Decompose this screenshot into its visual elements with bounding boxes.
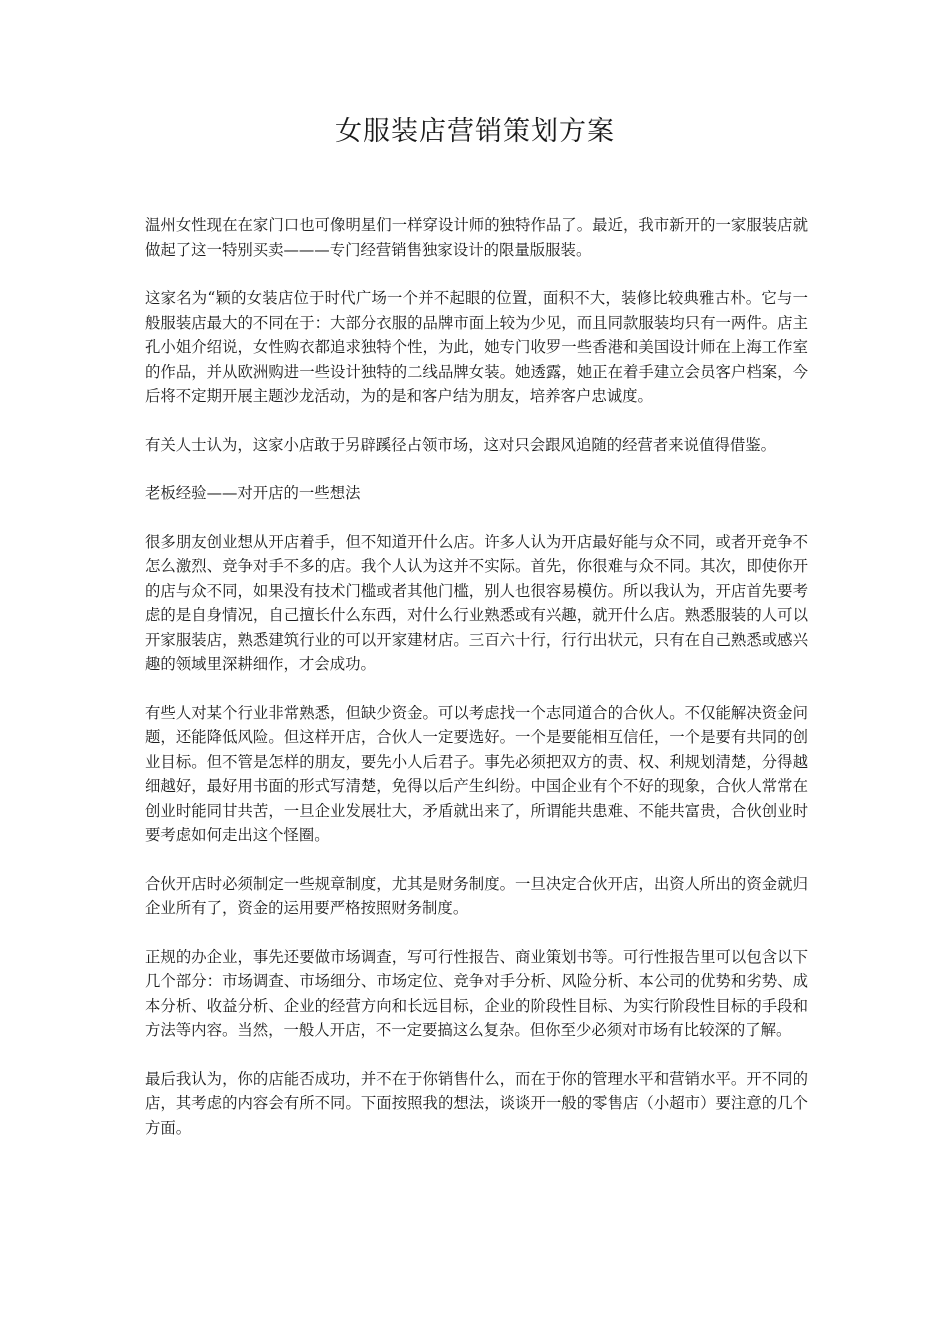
paragraph-store-description: 这家名为“颖的女装店位于时代广场一个并不起眼的位置，面积不大，装修比较典雅古朴。它与一般服装店最大的不同在于：大部分衣服的品牌市面上较为少见，而且同款服装均只有一两件。店主孔小姐介绍说，女性购衣都追求独特个性，为此，她专门收罗一些香港和美国设计师在上海工作室的作品，并从欧洲购进一些设计独特的二线品牌女装。她透露，她正在着手建立会员客户档案，今后将不定期开展主题沙龙活动，为的是和客户结为朋友，培养客户忠诚度。 — [145, 289, 808, 405]
paragraph-market-research: 正规的办企业，事先还要做市场调查，写可行性报告、商业策划书等。可行性报告里可以包含以下几个部分：市场调查、市场细分、市场定位、竞争对手分析、风险分析、本公司的优势和劣势、成本分析、收益分析、企业的经营方向和长远目标，企业的阶段性目标、为实行阶段性目标的手段和方法等内容。当然，一般人开店，不一定要搞这么复杂。但你至少必须对市场有比较深的了解。 — [145, 947, 808, 1039]
paragraph-partners: 有些人对某个行业非常熟悉，但缺少资金。可以考虑找一个志同道合的合伙人。不仅能解决资金问题，还能降低风险。但这样开店，合伙人一定要选好。一个是要能相互信任，一个是要有共同的创业目标。但不管是怎样的朋友，要先小人后君子。事先必须把双方的责、权、利规划清楚，分得越细越好，最好用书面的形式写清楚，免得以后产生纠纷。中国企业有个不好的现象，合伙人常常在创业时能同甘共苦，一旦企业发展壮大，矛盾就出来了，所谓能共患难、不能共富贵，合伙创业时要考虑如何走出这个怪圈。 — [145, 703, 808, 844]
paragraph-conclusion: 最后我认为，你的店能否成功，并不在于你销售什么，而在于你的管理水平和营销水平。开不同的店，其考虑的内容会有所不同。下面按照我的想法，谈谈开一般的零售店（小超市）要注意的几个方面。 — [145, 1069, 808, 1137]
paragraph-intro: 温州女性现在在家门口也可像明星们一样穿设计师的独特作品了。最近，我市新开的一家服装店就做起了这一特别买卖———专门经营销售独家设计的限量版服装。 — [145, 216, 808, 259]
paragraph-choosing-store: 很多朋友创业想从开店着手，但不知道开什么店。许多人认为开店最好能与众不同，或者开竞争不怎么激烈、竞争对手不多的店。我个人认为这并不实际。首先，你很难与众不同。其次，即使你开的店与众不同，如果没有技术门槛或者其他门槛，别人也很容易模仿。所以我认为，开店首先要考虑的是自身情况，自己擅长什么东西，对什么行业熟悉或有兴趣，就开什么店。熟悉服装的人可以开家服装店，熟悉建筑行业的可以开家建材店。三百六十行，行行出状元，只有在自己熟悉或感兴趣的领域里深耕细作，才会成功。 — [145, 532, 808, 673]
section-heading-owner-experience: 老板经验——对开店的一些想法 — [145, 484, 361, 502]
paragraph-financial-rules: 合伙开店时必须制定一些规章制度，尤其是财务制度。一旦决定合伙开店，出资人所出的资金就归企业所有了，资金的运用要严格按照财务制度。 — [145, 874, 808, 917]
paragraph-expert-opinion: 有关人士认为，这家小店敢于另辟蹊径占领市场，这对只会跟风追随的经营者来说值得借鉴。 — [145, 435, 777, 454]
document-title: 女服装店营销策划方案 — [335, 116, 615, 147]
document-body — [145, 213, 808, 1164]
